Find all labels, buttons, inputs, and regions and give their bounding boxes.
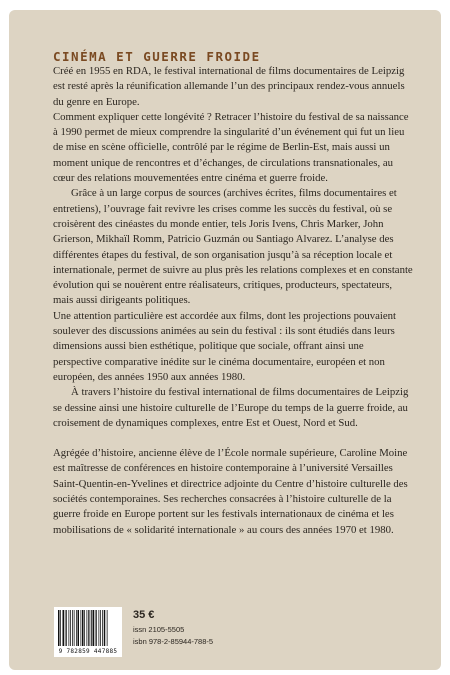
price: 35 € [133,609,155,621]
blurb-paragraph-1: Créé en 1955 en RDA, le festival international de films documentaires de Leipzig est resté après la réunification allemande l’un des principaux rendez-vous annuels du genre en Europe. [53,65,405,108]
barcode-bars [54,607,122,647]
isbn: isbn 978-2-85944-788-5 [133,637,214,646]
barcode-number: 9 782859 447885 [58,648,118,655]
barcode [54,607,122,657]
blurb-paragraph-3: Grâce à un large corpus de sources (archives écrites, films documentaires et entretiens), l’ouvrage fait revivre les crises comme les succès du festival, où se croisèrent des cinéastes du monde entier, tels Joris Ivens, Chris Marker, John Grierson, Mikhaïl Romm, Patricio Guzmán ou Santiago Alvarez. L’analyse des différentes étapes du festival, de son organisation jusqu’à sa réception locale et internationale, permet de suivre au plus près les relations complexes et en constante évolution qui se nouèrent entre réalisateurs, critiques, producteurs, spectateurs, mais aussi dirigeants politiques. [53,187,413,307]
book-title: CINÉMA ET GUERRE FROIDE [53,49,261,64]
blurb [53,64,413,538]
blurb-paragraph-5: À travers l’histoire du festival international de films documentaires de Leipzig se dessine ainsi une histoire culturelle de l’Europe du temps de la guerre froide, au croisement de dynamiques complexes, entre Est et Ouest, Nord et Sud. [53,386,409,429]
issn: issn 2105-5505 [133,625,185,634]
blurb-paragraph-4: Une attention particulière est accordée aux films, dont les projections pouvaient soulever des discussions animées au sein du festival : ils sont étudiés dans leurs dimensions aussi bien esthétique, politique que sociale, offrant ainsi une perspective comparative inédite sur le cinéma documentaire, européen et non européen, des années 1950 aux années 1980. [53,309,396,383]
blurb-paragraph-2: Comment expliquer cette longévité ? Retracer l’histoire du festival de sa naissance à 1990 permet de mieux comprendre la singularité d’un événement qui fut un lieu de mise en scène officielle, contrôlé par le régime de Berlin-Est, mais aussi un moment unique de rencontres et d’échanges, de circulations transnationales, au cœur des relations mouvementées entre cinéma et guerre froide. [53,110,409,185]
section-gap [53,431,413,446]
author-bio: Agrégée d’histoire, ancienne élève de l’École normale supérieure, Caroline Moine est maîtresse de conférences en histoire contemporaine à l’université Versailles Saint-Quentin-en-Yvelines et directrice adjointe du Centre d’histoire culturelle des sociétés contemporaines. Ses recherches consacrées à l’histoire culturelle de la guerre froide en Europe portent sur les festivals internationaux de cinéma et les mobilisations de « solidarité internationale » au cours des années 1970 et 1980. [53,447,408,536]
